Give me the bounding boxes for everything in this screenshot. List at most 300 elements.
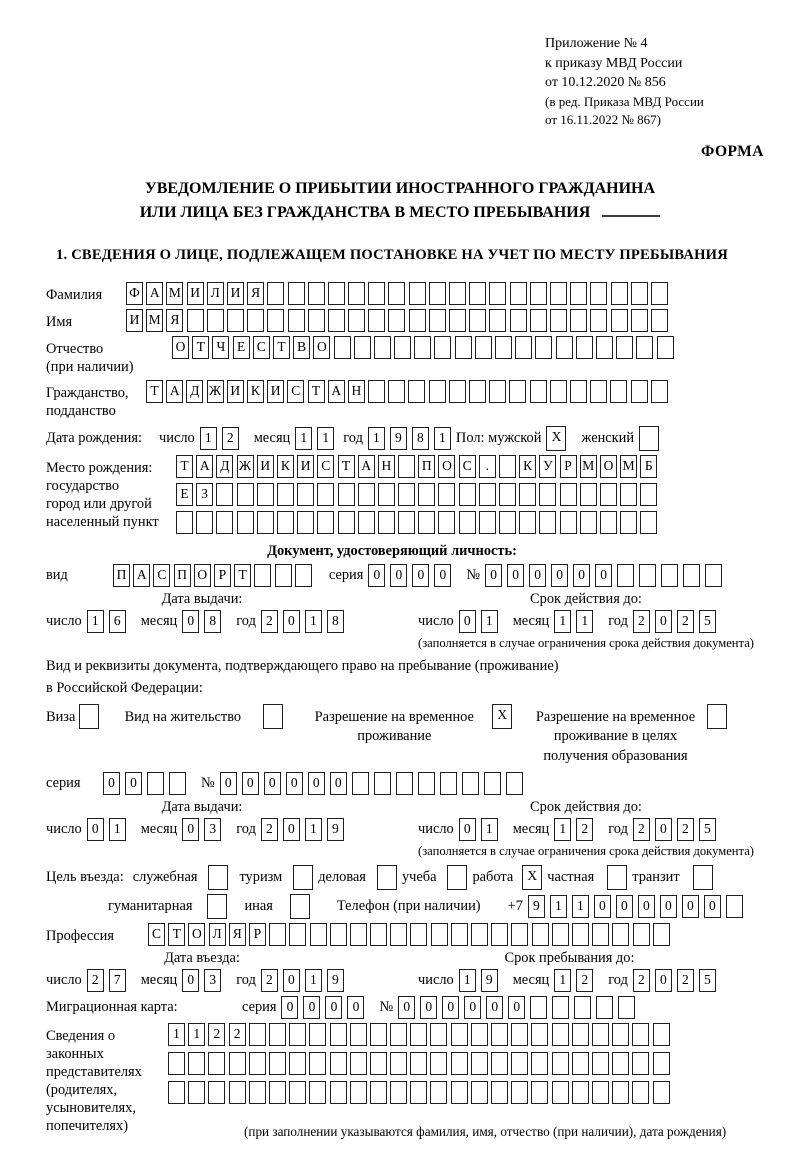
cell-box[interactable]: Д xyxy=(216,455,233,478)
cell-box[interactable]: 1 xyxy=(188,1023,205,1046)
cell-box[interactable] xyxy=(550,380,567,403)
cell-box[interactable] xyxy=(429,309,446,332)
cell-box[interactable]: 0 xyxy=(412,564,429,587)
cell-box[interactable]: 1 xyxy=(305,818,322,841)
cell-box[interactable] xyxy=(216,511,233,534)
cell-box[interactable]: 0 xyxy=(281,996,298,1019)
cell-box[interactable] xyxy=(257,511,274,534)
cell-box[interactable]: 1 xyxy=(572,895,589,918)
cell-box[interactable] xyxy=(269,1023,286,1046)
cell-box[interactable] xyxy=(693,865,713,890)
cell-box[interactable]: X xyxy=(522,865,542,890)
cell-box[interactable] xyxy=(249,1052,266,1075)
cell-box[interactable]: 3 xyxy=(204,969,221,992)
cell-box[interactable] xyxy=(431,923,448,946)
cell-box[interactable] xyxy=(377,865,397,890)
cell-box[interactable]: 5 xyxy=(699,969,716,992)
cell-box[interactable] xyxy=(469,309,486,332)
birth-month-input[interactable] xyxy=(295,427,339,450)
migration-series-input[interactable] xyxy=(281,996,369,1019)
cell-box[interactable] xyxy=(592,923,609,946)
cell-box[interactable]: М xyxy=(580,455,597,478)
birth-place-row3-input[interactable] xyxy=(176,511,661,534)
legal-row3-input[interactable] xyxy=(168,1081,673,1104)
cell-box[interactable] xyxy=(354,336,371,359)
cell-box[interactable]: М xyxy=(166,282,183,305)
cell-box[interactable] xyxy=(269,1052,286,1075)
cell-box[interactable]: 1 xyxy=(481,818,498,841)
cell-box[interactable] xyxy=(479,511,496,534)
cell-box[interactable] xyxy=(237,483,254,506)
cell-box[interactable] xyxy=(489,309,506,332)
cell-box[interactable] xyxy=(418,483,435,506)
cell-box[interactable] xyxy=(459,511,476,534)
cell-box[interactable]: 0 xyxy=(616,895,633,918)
cell-box[interactable] xyxy=(308,282,325,305)
cell-box[interactable] xyxy=(519,483,536,506)
cell-box[interactable]: 0 xyxy=(182,610,199,633)
cell-box[interactable] xyxy=(560,483,577,506)
cell-box[interactable] xyxy=(572,923,589,946)
cell-box[interactable] xyxy=(506,772,523,795)
cell-box[interactable]: 0 xyxy=(459,818,476,841)
doc-kind-input[interactable] xyxy=(113,564,315,587)
cell-box[interactable] xyxy=(471,923,488,946)
cell-box[interactable] xyxy=(328,282,345,305)
cell-box[interactable]: 0 xyxy=(308,772,325,795)
cell-box[interactable] xyxy=(295,564,312,587)
cell-box[interactable] xyxy=(491,1023,508,1046)
cell-box[interactable]: X xyxy=(546,426,566,451)
cell-box[interactable] xyxy=(611,282,628,305)
cell-box[interactable]: А xyxy=(358,455,375,478)
cell-box[interactable] xyxy=(267,282,284,305)
cell-box[interactable]: 1 xyxy=(434,427,451,450)
cell-box[interactable]: Р xyxy=(560,455,577,478)
cell-box[interactable] xyxy=(640,483,657,506)
cell-box[interactable] xyxy=(338,511,355,534)
cell-box[interactable]: М xyxy=(620,455,637,478)
cell-box[interactable] xyxy=(631,309,648,332)
cell-box[interactable]: 0 xyxy=(508,996,525,1019)
cell-box[interactable] xyxy=(653,1023,670,1046)
cell-box[interactable] xyxy=(188,1081,205,1104)
cell-box[interactable] xyxy=(632,1052,649,1075)
cell-box[interactable]: 2 xyxy=(677,818,694,841)
cell-box[interactable]: А xyxy=(166,380,183,403)
cell-box[interactable]: 2 xyxy=(87,969,104,992)
legal-row2-input[interactable] xyxy=(168,1052,673,1075)
cell-box[interactable]: Т xyxy=(338,455,355,478)
cell-box[interactable] xyxy=(254,564,271,587)
residence-valid-day-input[interactable] xyxy=(459,818,503,841)
cell-box[interactable]: 2 xyxy=(633,610,650,633)
cell-box[interactable]: П xyxy=(174,564,191,587)
cell-box[interactable] xyxy=(499,511,516,534)
sex-female-checkbox[interactable] xyxy=(639,426,664,451)
cell-box[interactable]: Б xyxy=(640,455,657,478)
cell-box[interactable]: 2 xyxy=(261,818,278,841)
cell-box[interactable] xyxy=(530,380,547,403)
cell-box[interactable] xyxy=(374,772,391,795)
cell-box[interactable]: Т xyxy=(234,564,251,587)
cell-box[interactable] xyxy=(612,923,629,946)
cell-box[interactable]: 6 xyxy=(109,610,126,633)
cell-box[interactable]: 1 xyxy=(554,969,571,992)
cell-box[interactable]: И xyxy=(257,455,274,478)
cell-box[interactable]: 0 xyxy=(398,996,415,1019)
cell-box[interactable] xyxy=(430,1081,447,1104)
cell-box[interactable]: П xyxy=(418,455,435,478)
cell-box[interactable] xyxy=(390,923,407,946)
cell-box[interactable] xyxy=(449,309,466,332)
cell-box[interactable] xyxy=(330,1081,347,1104)
cell-box[interactable]: И xyxy=(267,380,284,403)
cell-box[interactable] xyxy=(705,564,722,587)
cell-box[interactable] xyxy=(572,1081,589,1104)
cell-box[interactable]: 0 xyxy=(264,772,281,795)
cell-box[interactable] xyxy=(370,1081,387,1104)
cell-box[interactable] xyxy=(289,1081,306,1104)
cell-box[interactable]: 2 xyxy=(576,818,593,841)
citizenship-input[interactable] xyxy=(146,380,671,403)
cell-box[interactable] xyxy=(317,511,334,534)
cell-box[interactable]: М xyxy=(146,309,163,332)
cell-box[interactable] xyxy=(590,380,607,403)
cell-box[interactable]: 9 xyxy=(528,895,545,918)
cell-box[interactable]: С xyxy=(317,455,334,478)
profession-input[interactable] xyxy=(148,923,673,946)
purpose-humanitarian-checkbox[interactable] xyxy=(207,894,232,919)
cell-box[interactable] xyxy=(408,380,425,403)
cell-box[interactable] xyxy=(79,704,99,729)
cell-box[interactable] xyxy=(378,483,395,506)
cell-box[interactable]: 0 xyxy=(182,818,199,841)
cell-box[interactable] xyxy=(592,1023,609,1046)
cell-box[interactable]: 0 xyxy=(283,610,300,633)
cell-box[interactable]: . xyxy=(479,455,496,478)
cell-box[interactable] xyxy=(187,309,204,332)
cell-box[interactable] xyxy=(396,772,413,795)
cell-box[interactable]: 0 xyxy=(434,564,451,587)
cell-box[interactable] xyxy=(229,1052,246,1075)
cell-box[interactable] xyxy=(188,1052,205,1075)
cell-box[interactable] xyxy=(576,336,593,359)
cell-box[interactable]: 2 xyxy=(222,427,239,450)
cell-box[interactable]: С xyxy=(253,336,270,359)
cell-box[interactable] xyxy=(269,1081,286,1104)
cell-box[interactable]: 1 xyxy=(109,818,126,841)
cell-box[interactable] xyxy=(574,996,591,1019)
phone-input[interactable] xyxy=(528,895,748,918)
cell-box[interactable] xyxy=(580,511,597,534)
cell-box[interactable] xyxy=(596,996,613,1019)
cell-box[interactable] xyxy=(368,282,385,305)
cell-box[interactable] xyxy=(592,1052,609,1075)
cell-box[interactable]: 0 xyxy=(303,996,320,1019)
cell-box[interactable] xyxy=(308,309,325,332)
residence-valid-month-input[interactable] xyxy=(554,818,598,841)
cell-box[interactable]: 0 xyxy=(507,564,524,587)
cell-box[interactable] xyxy=(510,282,527,305)
cell-box[interactable] xyxy=(297,511,314,534)
cell-box[interactable] xyxy=(651,282,668,305)
cell-box[interactable]: 1 xyxy=(576,610,593,633)
cell-box[interactable] xyxy=(334,336,351,359)
cell-box[interactable] xyxy=(208,1081,225,1104)
cell-box[interactable] xyxy=(552,996,569,1019)
migration-number-input[interactable] xyxy=(398,996,640,1019)
doc-number-input[interactable] xyxy=(485,564,727,587)
cell-box[interactable]: 1 xyxy=(550,895,567,918)
cell-box[interactable] xyxy=(620,483,637,506)
cell-box[interactable] xyxy=(352,772,369,795)
cell-box[interactable] xyxy=(580,483,597,506)
doc-valid-year-input[interactable] xyxy=(633,610,721,633)
cell-box[interactable] xyxy=(572,1023,589,1046)
cell-box[interactable]: 5 xyxy=(699,818,716,841)
cell-box[interactable] xyxy=(208,865,228,890)
cell-box[interactable] xyxy=(440,772,457,795)
cell-box[interactable] xyxy=(390,1023,407,1046)
cell-box[interactable] xyxy=(196,511,213,534)
cell-box[interactable] xyxy=(631,282,648,305)
cell-box[interactable] xyxy=(570,380,587,403)
cell-box[interactable] xyxy=(550,309,567,332)
cell-box[interactable] xyxy=(612,1023,629,1046)
cell-box[interactable]: Е xyxy=(176,483,193,506)
cell-box[interactable]: 0 xyxy=(595,564,612,587)
cell-box[interactable]: 0 xyxy=(283,969,300,992)
cell-box[interactable] xyxy=(539,483,556,506)
cell-box[interactable] xyxy=(532,923,549,946)
cell-box[interactable] xyxy=(620,511,637,534)
cell-box[interactable]: Т xyxy=(176,455,193,478)
residence-issue-day-input[interactable] xyxy=(87,818,131,841)
cell-box[interactable] xyxy=(596,336,613,359)
cell-box[interactable]: 8 xyxy=(327,610,344,633)
cell-box[interactable] xyxy=(289,923,306,946)
cell-box[interactable] xyxy=(414,336,431,359)
cell-box[interactable] xyxy=(374,336,391,359)
cell-box[interactable]: X xyxy=(492,704,512,729)
surname-input[interactable] xyxy=(126,282,671,305)
cell-box[interactable] xyxy=(263,704,283,729)
cell-box[interactable]: Т xyxy=(146,380,163,403)
cell-box[interactable] xyxy=(570,309,587,332)
cell-box[interactable] xyxy=(451,923,468,946)
cell-box[interactable]: 0 xyxy=(682,895,699,918)
cell-box[interactable] xyxy=(370,1023,387,1046)
cell-box[interactable]: Я xyxy=(247,282,264,305)
cell-box[interactable] xyxy=(511,1081,528,1104)
cell-box[interactable] xyxy=(388,380,405,403)
cell-box[interactable] xyxy=(572,1052,589,1075)
cell-box[interactable]: 0 xyxy=(420,996,437,1019)
cell-box[interactable] xyxy=(530,309,547,332)
visa-checkbox[interactable] xyxy=(79,704,102,729)
stay-year-input[interactable] xyxy=(633,969,721,992)
cell-box[interactable]: А xyxy=(328,380,345,403)
cell-box[interactable] xyxy=(462,772,479,795)
cell-box[interactable] xyxy=(592,1081,609,1104)
cell-box[interactable]: Я xyxy=(229,923,246,946)
cell-box[interactable] xyxy=(368,380,385,403)
cell-box[interactable] xyxy=(632,1023,649,1046)
cell-box[interactable] xyxy=(531,1052,548,1075)
cell-box[interactable] xyxy=(449,380,466,403)
cell-box[interactable]: О xyxy=(188,923,205,946)
cell-box[interactable]: И xyxy=(297,455,314,478)
cell-box[interactable] xyxy=(607,865,627,890)
cell-box[interactable] xyxy=(489,380,506,403)
cell-box[interactable] xyxy=(309,1052,326,1075)
cell-box[interactable]: 0 xyxy=(459,610,476,633)
doc-valid-day-input[interactable] xyxy=(459,610,503,633)
cell-box[interactable]: А xyxy=(146,282,163,305)
cell-box[interactable] xyxy=(499,455,516,478)
cell-box[interactable] xyxy=(639,564,656,587)
cell-box[interactable] xyxy=(288,309,305,332)
cell-box[interactable]: 0 xyxy=(390,564,407,587)
cell-box[interactable] xyxy=(394,336,411,359)
cell-box[interactable]: И xyxy=(187,282,204,305)
cell-box[interactable] xyxy=(438,511,455,534)
cell-box[interactable] xyxy=(410,1023,427,1046)
cell-box[interactable]: 9 xyxy=(481,969,498,992)
cell-box[interactable] xyxy=(632,1081,649,1104)
cell-box[interactable] xyxy=(429,380,446,403)
residence-valid-year-input[interactable] xyxy=(633,818,721,841)
patronymic-input[interactable] xyxy=(172,336,677,359)
cell-box[interactable]: 1 xyxy=(87,610,104,633)
birth-day-input[interactable] xyxy=(200,427,244,450)
cell-box[interactable] xyxy=(631,380,648,403)
cell-box[interactable]: А xyxy=(133,564,150,587)
cell-box[interactable] xyxy=(459,483,476,506)
birth-year-input[interactable] xyxy=(368,427,456,450)
cell-box[interactable] xyxy=(570,282,587,305)
residence-series-input[interactable] xyxy=(103,772,191,795)
cell-box[interactable] xyxy=(350,923,367,946)
cell-box[interactable] xyxy=(358,483,375,506)
cell-box[interactable] xyxy=(409,282,426,305)
cell-box[interactable] xyxy=(683,564,700,587)
cell-box[interactable]: 8 xyxy=(412,427,429,450)
cell-box[interactable] xyxy=(227,309,244,332)
cell-box[interactable] xyxy=(398,455,415,478)
cell-box[interactable] xyxy=(560,511,577,534)
cell-box[interactable] xyxy=(495,336,512,359)
cell-box[interactable]: 2 xyxy=(229,1023,246,1046)
cell-box[interactable] xyxy=(409,309,426,332)
cell-box[interactable] xyxy=(390,1081,407,1104)
cell-box[interactable] xyxy=(293,865,313,890)
cell-box[interactable] xyxy=(289,1052,306,1075)
cell-box[interactable] xyxy=(519,511,536,534)
cell-box[interactable]: 9 xyxy=(327,969,344,992)
cell-box[interactable]: 0 xyxy=(573,564,590,587)
cell-box[interactable] xyxy=(590,309,607,332)
cell-box[interactable] xyxy=(515,336,532,359)
cell-box[interactable]: 1 xyxy=(200,427,217,450)
cell-box[interactable] xyxy=(471,1081,488,1104)
cell-box[interactable] xyxy=(388,309,405,332)
cell-box[interactable]: 0 xyxy=(220,772,237,795)
cell-box[interactable]: К xyxy=(519,455,536,478)
cell-box[interactable] xyxy=(176,511,193,534)
cell-box[interactable]: 1 xyxy=(305,969,322,992)
cell-box[interactable]: 1 xyxy=(317,427,334,450)
cell-box[interactable]: 0 xyxy=(655,610,672,633)
cell-box[interactable]: К xyxy=(247,380,264,403)
cell-box[interactable] xyxy=(350,1023,367,1046)
cell-box[interactable] xyxy=(531,1081,548,1104)
cell-box[interactable]: А xyxy=(196,455,213,478)
cell-box[interactable] xyxy=(168,1052,185,1075)
purpose-work-checkbox[interactable] xyxy=(522,865,547,890)
cell-box[interactable] xyxy=(370,1052,387,1075)
cell-box[interactable] xyxy=(707,704,727,729)
cell-box[interactable] xyxy=(552,923,569,946)
sex-male-checkbox[interactable] xyxy=(546,426,571,451)
cell-box[interactable] xyxy=(348,282,365,305)
cell-box[interactable] xyxy=(531,1023,548,1046)
cell-box[interactable] xyxy=(350,1081,367,1104)
purpose-tourism-checkbox[interactable] xyxy=(293,865,318,890)
cell-box[interactable]: П xyxy=(113,564,130,587)
cell-box[interactable]: 0 xyxy=(594,895,611,918)
cell-box[interactable]: 0 xyxy=(286,772,303,795)
cell-box[interactable]: 1 xyxy=(554,818,571,841)
doc-issue-day-input[interactable] xyxy=(87,610,131,633)
cell-box[interactable] xyxy=(368,309,385,332)
cell-box[interactable] xyxy=(388,282,405,305)
cell-box[interactable]: Н xyxy=(348,380,365,403)
cell-box[interactable]: Ф xyxy=(126,282,143,305)
given-name-input[interactable] xyxy=(126,309,671,332)
cell-box[interactable] xyxy=(451,1023,468,1046)
cell-box[interactable]: 0 xyxy=(486,996,503,1019)
cell-box[interactable]: О xyxy=(600,455,617,478)
doc-issue-month-input[interactable] xyxy=(182,610,226,633)
cell-box[interactable] xyxy=(418,772,435,795)
cell-box[interactable] xyxy=(726,895,743,918)
purpose-business-checkbox[interactable] xyxy=(377,865,402,890)
cell-box[interactable]: 9 xyxy=(327,818,344,841)
cell-box[interactable] xyxy=(269,923,286,946)
cell-box[interactable]: Ж xyxy=(207,380,224,403)
cell-box[interactable]: 8 xyxy=(204,610,221,633)
cell-box[interactable]: С xyxy=(153,564,170,587)
cell-box[interactable]: 1 xyxy=(168,1023,185,1046)
cell-box[interactable] xyxy=(257,483,274,506)
cell-box[interactable] xyxy=(653,1081,670,1104)
cell-box[interactable] xyxy=(277,511,294,534)
cell-box[interactable]: 0 xyxy=(485,564,502,587)
cell-box[interactable]: Е xyxy=(233,336,250,359)
birth-place-row1-input[interactable] xyxy=(176,455,661,478)
cell-box[interactable]: Л xyxy=(207,282,224,305)
cell-box[interactable] xyxy=(310,923,327,946)
cell-box[interactable] xyxy=(491,923,508,946)
residence-number-input[interactable] xyxy=(220,772,528,795)
cell-box[interactable] xyxy=(451,1081,468,1104)
cell-box[interactable]: 0 xyxy=(638,895,655,918)
cell-box[interactable] xyxy=(471,1052,488,1075)
cell-box[interactable]: Н xyxy=(378,455,395,478)
doc-valid-month-input[interactable] xyxy=(554,610,598,633)
